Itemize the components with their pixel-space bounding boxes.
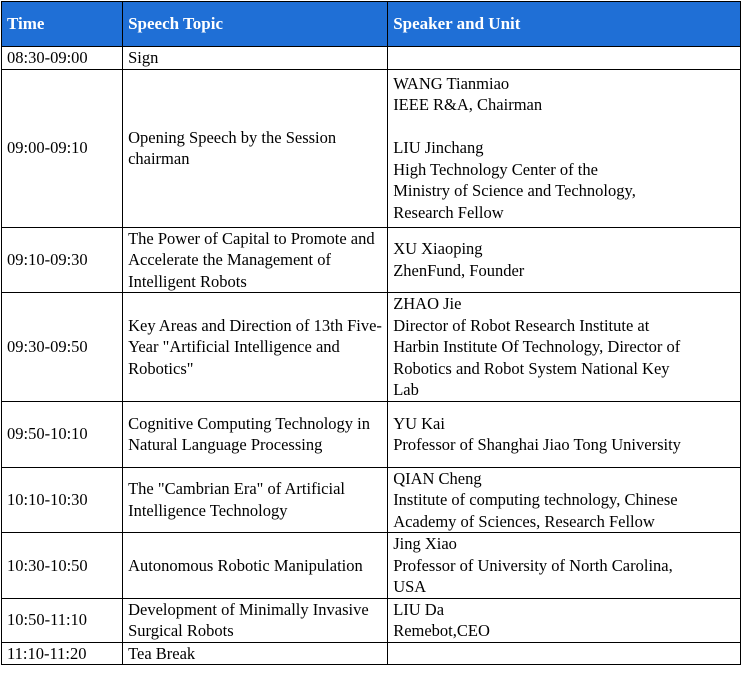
speaker-line: Professor of University of North Carolina, (393, 555, 673, 575)
speaker-cell (388, 401, 741, 467)
time-cell: 09:30-09:50 (2, 293, 123, 402)
speaker-line: Professor of Shanghai Jiao Tong University (393, 435, 681, 454)
speaker-line: Research Fellow (393, 202, 504, 222)
topic-cell: The Power of Capital to Promote and Accelerate the Management of Intelligent Robots (123, 227, 388, 293)
time-cell: 10:50-11:10 (2, 598, 123, 642)
table-row (2, 598, 741, 642)
table-row (2, 401, 741, 467)
topic-cell: Autonomous Robotic Manipulation (123, 533, 388, 599)
agenda-table (1, 1, 741, 665)
speaker-line: Lab (393, 380, 419, 399)
speaker-cell (388, 69, 741, 227)
speaker-line: Ministry of Science and Technology, (393, 181, 636, 201)
speaker-line: Harbin Institute Of Technology, Director of (393, 337, 681, 356)
topic-cell: Key Areas and Direction of 13th Five-Year "Artificial Intelligence and Robotics" (123, 293, 388, 402)
agenda-body (2, 47, 741, 665)
speaker-line: Robotics and Robot System National Key (393, 358, 670, 378)
speaker-line: Remebot,CEO (393, 621, 490, 640)
speaker-line: ZHAO Jie (393, 294, 462, 313)
topic-cell: Opening Speech by the Session chairman (123, 69, 388, 227)
table-row (2, 293, 741, 402)
speaker-line: LIU Da (393, 599, 445, 619)
speaker-cell (388, 598, 741, 642)
speaker-line: WANG Tianmiao (393, 73, 510, 93)
speaker-line: High Technology Center of the (393, 159, 598, 179)
table-row (2, 227, 741, 293)
table-row (2, 467, 741, 533)
header-topic: Speech Topic (123, 2, 388, 47)
topic-cell: Tea Break (123, 642, 388, 665)
speaker-line: USA (393, 577, 427, 596)
time-cell: 09:50-10:10 (2, 401, 123, 467)
speaker-cell (388, 642, 741, 665)
topic-cell: The "Cambrian Era" of Artificial Intelligence Technology (123, 467, 388, 533)
time-cell: 11:10-11:20 (2, 642, 123, 665)
topic-cell: Sign (123, 47, 388, 70)
topic-cell: Cognitive Computing Technology in Natural Language Processing (123, 401, 388, 467)
speaker-cell (388, 227, 741, 293)
table-row (2, 69, 741, 227)
speaker-cell (388, 47, 741, 70)
speaker-line: XU Xiaoping (393, 239, 483, 259)
speaker-line: Institute of computing technology, Chinese (393, 490, 678, 509)
speaker-cell (388, 533, 741, 599)
speaker-spacer (393, 116, 735, 138)
speaker-line: YU Kai (393, 413, 445, 433)
speaker-line: Director of Robot Research Institute at (393, 315, 650, 335)
topic-cell: Development of Minimally Invasive Surgical Robots (123, 598, 388, 642)
time-cell: 09:10-09:30 (2, 227, 123, 293)
table-row (2, 642, 741, 665)
speaker-line: IEEE R&A, Chairman (393, 95, 543, 115)
table-row (2, 47, 741, 70)
speaker-cell (388, 293, 741, 402)
speaker-line: Academy of Sciences, Research Fellow (393, 511, 655, 531)
time-cell: 09:00-09:10 (2, 69, 123, 227)
speaker-line: QIAN Cheng (393, 468, 482, 488)
speaker-line: ZhenFund, Founder (393, 260, 525, 280)
time-cell: 10:30-10:50 (2, 533, 123, 599)
time-cell: 10:10-10:30 (2, 467, 123, 533)
header-row (2, 2, 741, 47)
time-cell: 08:30-09:00 (2, 47, 123, 70)
speaker-cell (388, 467, 741, 533)
header-speaker: Speaker and Unit (388, 2, 741, 47)
table-row (2, 533, 741, 599)
speaker-line: LIU Jinchang (393, 138, 484, 158)
header-time: Time (2, 2, 123, 47)
speaker-line: Jing Xiao (393, 534, 457, 553)
